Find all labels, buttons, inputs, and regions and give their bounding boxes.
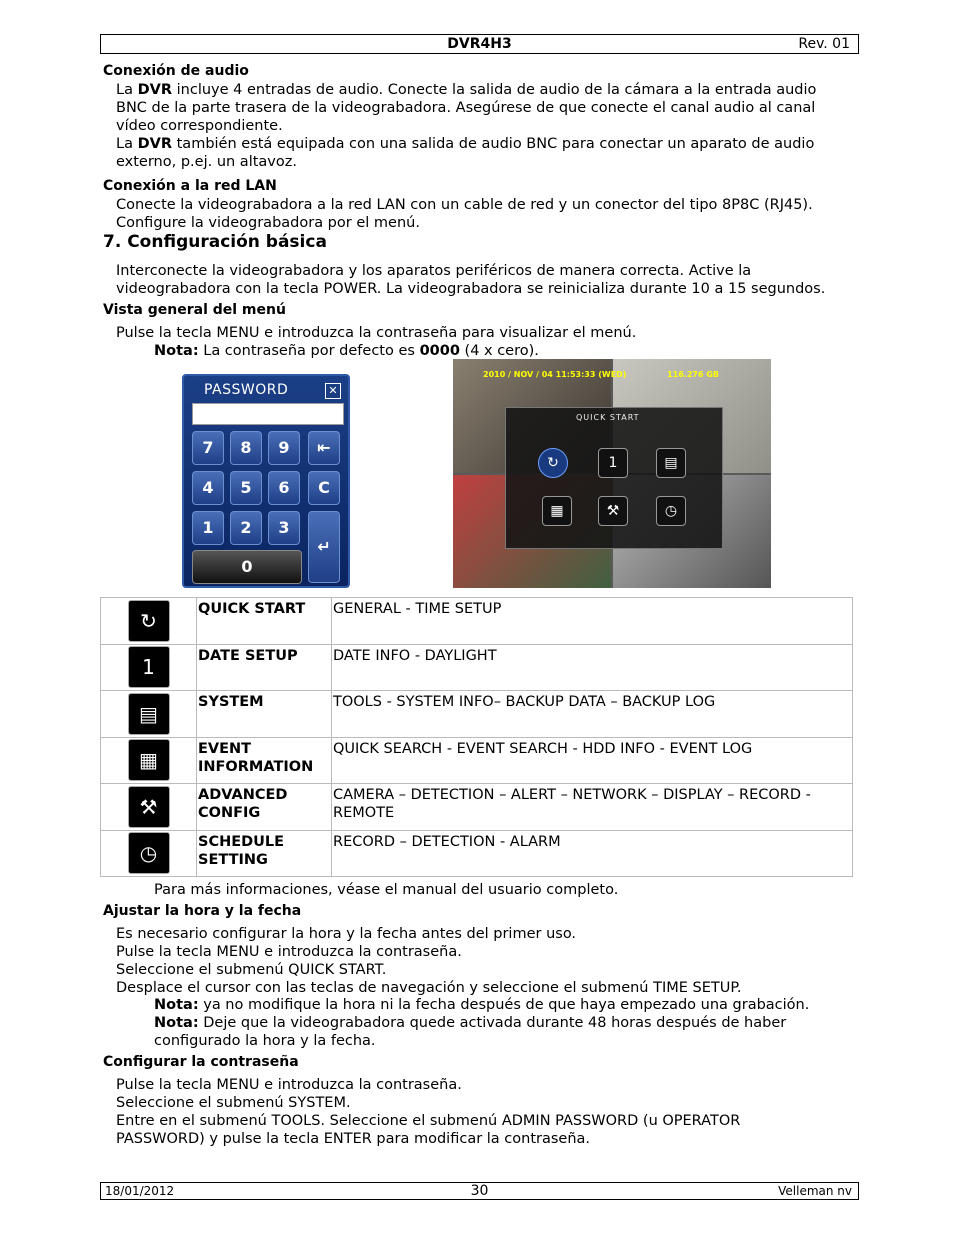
menu-name: EVENT INFORMATION xyxy=(197,737,332,784)
date-setup-icon: 1 xyxy=(128,646,170,688)
enter-arrow-icon: ↵ xyxy=(308,511,340,583)
page-number: 30 xyxy=(470,1183,489,1199)
bold-text: DVR xyxy=(137,82,173,98)
text: La xyxy=(116,82,138,98)
menu-heading: Vista general del menú xyxy=(103,302,286,318)
status-disk: 116.276 GB xyxy=(667,370,719,379)
system-icon: ▤ xyxy=(128,693,170,735)
page-header xyxy=(100,34,859,54)
header-revision: Rev. 01 xyxy=(798,36,850,52)
text: Pulse la tecla MENU e introduzca la contraseña. xyxy=(116,1077,462,1093)
close-icon: ✕ xyxy=(325,383,341,399)
table-row xyxy=(101,830,853,877)
password-keypad-image xyxy=(182,374,350,588)
more-info-text: Para más informaciones, véase el manual del usuario completo. xyxy=(154,882,619,898)
text: La contraseña por defecto es xyxy=(198,343,420,359)
text: Conecte la videograbadora a la red LAN con un cable de red y un conector del tipo 8P8C (RJ45). xyxy=(116,197,813,213)
text: Seleccione el submenú QUICK START. xyxy=(116,962,387,978)
icon-cell xyxy=(101,784,197,831)
key-9: 9 xyxy=(268,431,300,465)
quick-start-panel xyxy=(505,407,723,549)
table-row xyxy=(101,737,853,784)
menu-name: ADVANCED CONFIG xyxy=(197,784,332,831)
icon-cell xyxy=(101,737,197,784)
bold-text: DVR xyxy=(137,136,173,152)
text: ya no modifique la hora ni la fecha después de que haya empezado una grabación. xyxy=(198,997,810,1013)
text: también está equipada con una salida de audio BNC para conectar un aparato de audio xyxy=(172,136,815,152)
key-2: 2 xyxy=(230,511,262,545)
key-1: 1 xyxy=(192,511,224,545)
menu-note xyxy=(154,342,539,360)
menu-name: DATE SETUP xyxy=(197,644,332,691)
audio-heading: Conexión de audio xyxy=(103,63,249,79)
text: incluye 4 entradas de audio. Conecte la salida de audio de la cámara a la entrada audio xyxy=(172,82,817,98)
system-icon: ▤ xyxy=(656,448,686,478)
key-0: 0 xyxy=(192,550,302,584)
text: Deje que la videograbadora quede activada durante 48 horas después de haber xyxy=(198,1015,787,1031)
status-bar xyxy=(453,367,771,381)
event-information-icon: ▦ xyxy=(128,739,170,781)
icon-cell xyxy=(101,830,197,877)
text: BNC de la parte trasera de la videograbadora. Asegúrese de que conecte el canal audio al canal xyxy=(116,100,816,116)
menu-name: SCHEDULE SETTING xyxy=(197,830,332,877)
event-information-icon: ▦ xyxy=(542,496,572,526)
header-model: DVR4H3 xyxy=(447,36,512,52)
menu-desc: RECORD – DETECTION - ALARM xyxy=(332,830,853,877)
password-heading: Configurar la contraseña xyxy=(103,1054,299,1070)
quick-start-icon: ↻ xyxy=(128,600,170,642)
footer-date: 18/01/2012 xyxy=(105,1184,175,1198)
keypad-title: PASSWORD xyxy=(204,382,289,398)
table-row xyxy=(101,644,853,691)
back-arrow-icon: ⇤ xyxy=(308,431,340,465)
bold-text: 0000 xyxy=(419,343,460,359)
menu-name: SYSTEM xyxy=(197,691,332,738)
text: Interconecte la videograbadora y los aparatos periféricos de manera correcta. Active la xyxy=(116,263,752,279)
time-notes xyxy=(154,996,809,1050)
icon-cell xyxy=(101,598,197,645)
schedule-setting-icon: ◷ xyxy=(128,832,170,874)
advanced-config-icon: ⚒ xyxy=(128,786,170,828)
audio-paragraph-1 xyxy=(116,81,816,171)
menu-table xyxy=(100,597,853,877)
table-row xyxy=(101,784,853,831)
password-field xyxy=(192,403,344,425)
text: La xyxy=(116,136,138,152)
key-7: 7 xyxy=(192,431,224,465)
menu-name: QUICK START xyxy=(197,598,332,645)
key-8: 8 xyxy=(230,431,262,465)
menu-desc: GENERAL - TIME SETUP xyxy=(332,598,853,645)
advanced-config-icon: ⚒ xyxy=(598,496,628,526)
text: Seleccione el submenú SYSTEM. xyxy=(116,1095,351,1111)
date-setup-icon: 1 xyxy=(598,448,628,478)
icon-cell xyxy=(101,691,197,738)
text: PASSWORD) y pulse la tecla ENTER para modificar la contraseña. xyxy=(116,1131,591,1147)
menu-desc: CAMERA – DETECTION – ALERT – NETWORK – DISPLAY – RECORD - REMOTE xyxy=(332,784,853,831)
lan-heading: Conexión a la red LAN xyxy=(103,178,277,194)
table-row xyxy=(101,691,853,738)
schedule-setting-icon: ◷ xyxy=(656,496,686,526)
time-paragraph xyxy=(116,925,741,997)
text: (4 x cero). xyxy=(459,343,539,359)
note-label: Nota: xyxy=(154,343,199,359)
note-label: Nota: xyxy=(154,997,199,1013)
dvr-quick-start-screenshot xyxy=(453,359,771,588)
note-label: Nota: xyxy=(154,1015,199,1031)
text: Pulse la tecla MENU e introduzca la contraseña. xyxy=(116,944,462,960)
text: vídeo correspondiente. xyxy=(116,118,283,134)
text: Es necesario configurar la hora y la fecha antes del primer uso. xyxy=(116,926,577,942)
text: Entre en el submenú TOOLS. Seleccione el submenú ADMIN PASSWORD (u OPERATOR xyxy=(116,1113,741,1129)
page-footer xyxy=(100,1182,859,1200)
time-heading: Ajustar la hora y la fecha xyxy=(103,903,302,919)
menu-desc: QUICK SEARCH - EVENT SEARCH - HDD INFO - EVENT LOG xyxy=(332,737,853,784)
menu-paragraph: Pulse la tecla MENU e introduzca la contraseña para visualizar el menú. xyxy=(116,325,637,341)
lan-paragraph xyxy=(116,196,813,232)
key-4: 4 xyxy=(192,471,224,505)
password-paragraph xyxy=(116,1076,740,1148)
key-6: 6 xyxy=(268,471,300,505)
status-datetime: 2010 / NOV / 04 11:53:33 (WED) xyxy=(483,370,627,379)
text: externo, p.ej. un altavoz. xyxy=(116,154,297,170)
config-heading: 7. Configuración básica xyxy=(103,232,327,252)
panel-title: QUICK START xyxy=(576,413,640,422)
text: configurado la hora y la fecha. xyxy=(154,1033,376,1049)
text: videograbadora con la tecla POWER. La videograbadora se reinicializa durante 10 a 15 segundos. xyxy=(116,281,826,297)
text: Desplace el cursor con las teclas de navegación y seleccione el submenú TIME SETUP. xyxy=(116,980,742,996)
key-5: 5 xyxy=(230,471,262,505)
table-row xyxy=(101,598,853,645)
icon-cell xyxy=(101,644,197,691)
key-3: 3 xyxy=(268,511,300,545)
menu-desc: DATE INFO - DAYLIGHT xyxy=(332,644,853,691)
text: Configure la videograbadora por el menú. xyxy=(116,215,420,231)
config-paragraph xyxy=(116,262,825,298)
footer-brand: Velleman nv xyxy=(778,1184,852,1198)
menu-desc: TOOLS - SYSTEM INFO– BACKUP DATA – BACKUP LOG xyxy=(332,691,853,738)
quick-start-icon: ↻ xyxy=(538,448,568,478)
key-clear: C xyxy=(308,471,340,505)
